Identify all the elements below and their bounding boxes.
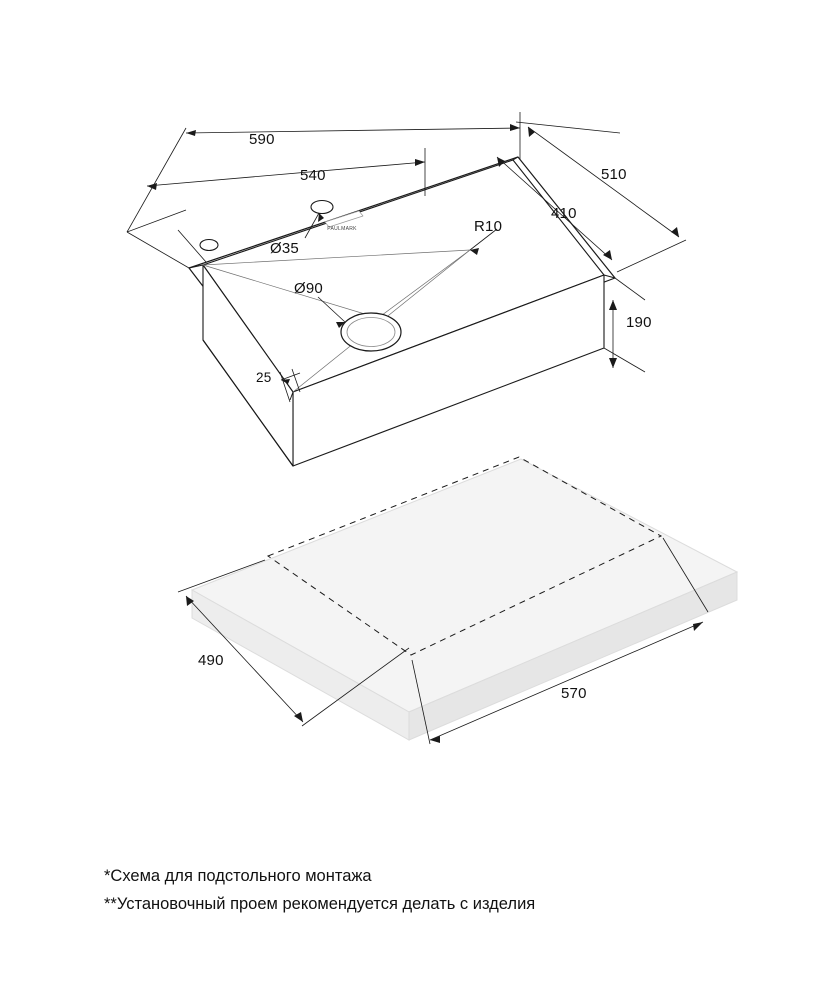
arrow-190-top xyxy=(609,300,617,310)
countertop-assembly xyxy=(192,457,737,740)
brand-plate-text: PAULMARK xyxy=(327,226,357,232)
drain-hole-inner xyxy=(347,318,395,347)
ext-540-a xyxy=(127,210,186,232)
ext-590-a xyxy=(127,128,186,232)
sink-assembly xyxy=(189,157,615,466)
ext-190-top xyxy=(615,278,645,300)
arrow-410-bottom xyxy=(603,250,612,260)
note-line-2: **Установочный проем рекомендуется делать с изделия xyxy=(104,895,536,913)
label-490: 490 xyxy=(198,652,224,669)
arrow-590-right xyxy=(510,124,520,131)
countertop-top-face xyxy=(192,459,737,712)
arrow-d35 xyxy=(318,213,324,222)
arrow-510-bottom xyxy=(671,227,679,237)
arrow-570-left xyxy=(430,736,440,743)
label-diameter-90: Ø90 xyxy=(294,280,323,297)
arrow-570-right xyxy=(693,622,703,631)
label-190: 190 xyxy=(626,314,652,331)
dim-540-line xyxy=(147,162,425,186)
notes-block xyxy=(104,862,744,918)
ext-510-b xyxy=(617,240,686,272)
arrow-510-top xyxy=(528,127,535,137)
arrow-540-left xyxy=(147,183,157,190)
tap-hole xyxy=(311,201,333,214)
label-590: 590 xyxy=(249,131,275,148)
label-25: 25 xyxy=(256,370,272,385)
dim-590-line xyxy=(186,128,520,133)
note-line-1: *Схема для подстольного монтажа xyxy=(104,867,372,885)
label-510: 510 xyxy=(601,166,627,183)
label-570: 570 xyxy=(561,685,587,702)
ext-left-corner xyxy=(127,232,189,268)
label-radius-10: R10 xyxy=(474,218,503,235)
label-diameter-35: Ø35 xyxy=(270,240,299,257)
arrow-590-left xyxy=(186,130,196,136)
label-540: 540 xyxy=(300,167,326,184)
arrow-540-right xyxy=(415,159,425,166)
arrow-190-bottom xyxy=(609,358,617,368)
secondary-hole xyxy=(200,240,218,251)
label-410: 410 xyxy=(551,205,577,222)
